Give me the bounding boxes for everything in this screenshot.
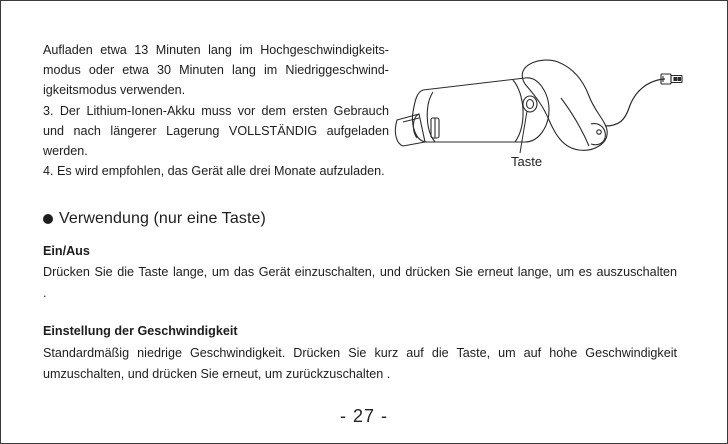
on-off-description: [43, 262, 677, 303]
speed-description: [43, 343, 677, 384]
on-off-line: .: [43, 285, 47, 300]
charging-instructions: [43, 40, 389, 181]
massage-gun-icon: [393, 54, 693, 174]
usage-heading-text: Verwendung (nur eine Taste): [59, 210, 266, 227]
usage-heading: [43, 210, 266, 228]
charging-line: igkeitsmodus verwenden.: [43, 83, 186, 98]
page-number: - 27 -: [339, 406, 388, 426]
charging-line: 4. Es wird empfohlen, das Gerät alle drei Monate aufzuladen.: [43, 164, 385, 179]
charging-line: werden.: [43, 144, 88, 159]
button-label: Taste: [511, 154, 543, 169]
charging-line: modus oder etwa 30 Minuten lang im Niedriggeschwind-: [43, 63, 389, 78]
on-off-line: Drücken Sie die Taste lange, um das Gerät einzuschalten, und drücken Sie erneut lange, um es auszuschalten: [43, 265, 677, 279]
charging-line: 3. Der Lithium-Ionen-Akku muss vor dem ersten Gebrauch: [43, 103, 389, 118]
bullet-icon: [43, 214, 53, 224]
speed-line: umzuschalten, und drücken Sie erneut, um zurückzuschalten .: [43, 366, 391, 381]
on-off-title: Ein/Aus: [43, 244, 90, 258]
charging-line: und nach längerer Lagerung VOLLSTÄNDIG aufgeladen: [43, 123, 389, 138]
speed-title: Einstellung der Geschwindigkeit: [43, 324, 238, 338]
speed-line: Standardmäßig niedrige Geschwindigkeit. Drücken Sie kurz auf die Taste, um auf hohe Geschwindigkeit: [43, 346, 677, 360]
charging-line: Aufladen etwa 13 Minuten lang im Hochgeschwindigkeits-: [43, 43, 389, 57]
